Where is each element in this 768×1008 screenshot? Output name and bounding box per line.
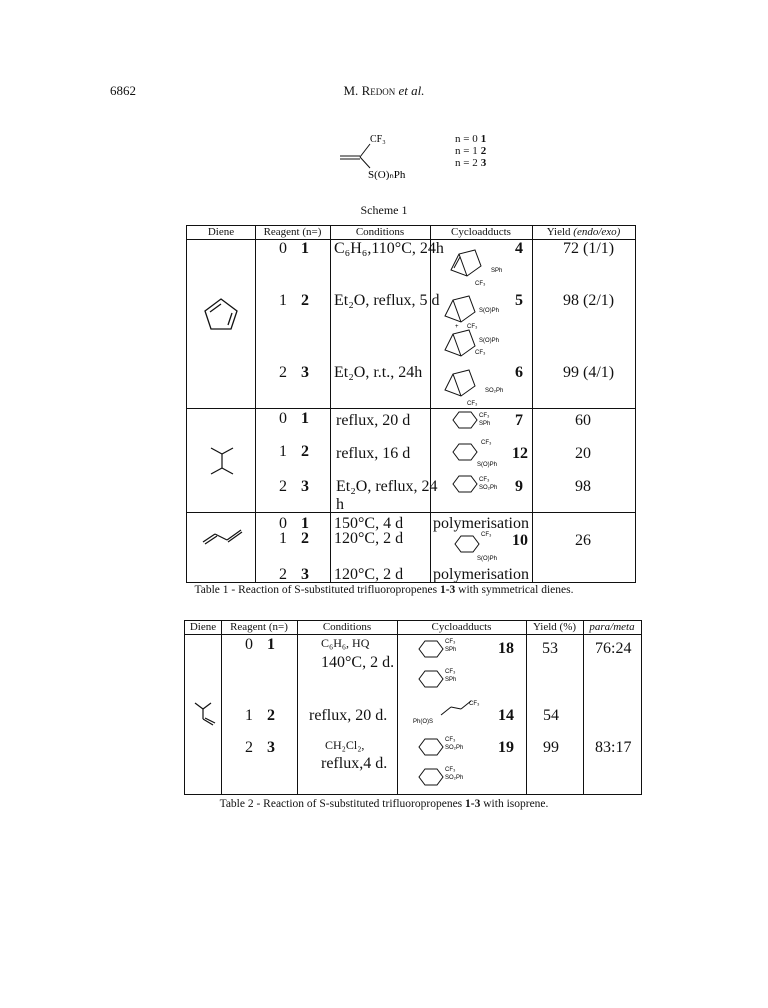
t2-row-3-yield: 99 (543, 739, 559, 756)
t2-row-2-n: 1 (245, 707, 253, 724)
t1-row-2-adduct-no: 5 (515, 292, 523, 309)
t1-row-3-cond: Et₂O, r.t., 24h (334, 364, 423, 381)
t1-row-4-yield: 60 (575, 412, 591, 429)
svg-text:SPh: SPh (479, 421, 491, 427)
table-2-caption: Table 2 - Reaction of S-substituted trifluoropropenes 1-3 with isoprene. (219, 798, 549, 810)
t1-row-8-yield: 26 (575, 532, 591, 549)
scheme-n-row: n = 2 3 (455, 157, 487, 169)
svg-text:CF₃: CF₃ (475, 350, 486, 356)
t1-row-6-n: 2 (279, 478, 287, 495)
t1-row-4-cond: reflux, 20 d (336, 412, 411, 429)
scheme-cf3-label: CF₃ (370, 134, 386, 145)
t1-row-8-adduct-no: 10 (512, 532, 528, 549)
svg-text:CF₃: CF₃ (479, 413, 490, 419)
t1-row-5-yield: 20 (575, 445, 591, 462)
table-1-caption: Table 1 - Reaction of S-substituted trifluoropropenes 1-3 with symmetrical dienes. (194, 584, 574, 596)
dimethylbutadiene-structure (207, 444, 237, 478)
svg-text:CF₃: CF₃ (481, 440, 492, 446)
t1-row-7-cond: 150°C, 4 d (334, 515, 404, 532)
isoprene-adducts-sph-structure (417, 635, 477, 693)
cyclohexene-so2ph-structure (449, 472, 509, 498)
t2-row-1-cpd: 1 (267, 636, 275, 653)
t1-row-2-cpd: 2 (301, 292, 309, 309)
t1-row-6-cpd: 3 (301, 478, 309, 495)
scheme-n-table (455, 133, 486, 169)
svg-text:SPh: SPh (491, 268, 503, 274)
t1-row-1-cpd: 1 (301, 240, 309, 257)
t2-row-3-n: 2 (245, 739, 253, 756)
t1-row-9-cpd: 3 (301, 566, 309, 583)
isoprene-adducts-so2ph-structure (417, 733, 477, 791)
t1-row-5-n: 1 (279, 443, 287, 460)
t1-row-2-cond: Et₂O, reflux, 5 d (334, 292, 440, 309)
t2-row-1-yield: 53 (542, 640, 558, 657)
t1-row-9-n: 2 (279, 566, 287, 583)
page-number: 6862 (110, 83, 136, 98)
t2-row-2-yield: 54 (543, 707, 559, 724)
norbornene-so2ph-structure (439, 360, 519, 406)
t1-row-3-adduct-no: 6 (515, 364, 523, 381)
scheme-label: Scheme 1 (360, 203, 408, 217)
cyclohexene-soph-structure (449, 436, 519, 468)
svg-text:SO₂Ph: SO₂Ph (485, 388, 504, 394)
cyclohexene-soph-butadiene-structure (453, 526, 513, 564)
svg-text:S(O)Ph: S(O)Ph (479, 338, 500, 344)
t1-row-1-n: 0 (279, 240, 287, 257)
svg-text:S(O)Ph: S(O)Ph (479, 308, 500, 314)
svg-text:CF₃: CF₃ (475, 281, 486, 286)
t2-row-3-cpd: 3 (267, 739, 275, 756)
t2-row-2-cond: reflux, 20 d. (309, 707, 388, 724)
table-1 (186, 225, 636, 583)
scheme-n-row: n = 1 2 (455, 145, 487, 157)
svg-text:SPh: SPh (445, 647, 457, 653)
t1-row-6-adduct-no: 9 (515, 478, 523, 495)
author-initial: M. (343, 83, 359, 98)
scheme-n-row: n = 0 1 (455, 133, 487, 145)
butadiene-structure (201, 526, 245, 546)
svg-text:CF₃: CF₃ (445, 737, 456, 743)
t1-row-6-cond-cont: h (336, 496, 344, 513)
t1-row-7-n: 0 (279, 515, 287, 532)
svg-text:CF₃: CF₃ (469, 701, 480, 707)
t1-row-2-n: 1 (279, 292, 287, 309)
t1-header-cycloadducts: Cycloadducts (451, 226, 511, 238)
isoprene-structure (191, 699, 217, 727)
t2-row-2-adduct-no: 14 (498, 707, 514, 724)
svg-text:CF₃: CF₃ (467, 324, 478, 330)
running-head (0, 83, 768, 99)
norbornene-soph-structures (439, 290, 519, 360)
t1-header-yield: Yield (endo/exo) (546, 226, 621, 238)
et-al: et al. (398, 83, 425, 98)
t1-row-1-yield: 72 (1/1) (563, 240, 615, 257)
t1-header-reagent: Reagent (n=) (263, 226, 322, 238)
svg-text:+: + (455, 324, 459, 330)
t1-row-8-n: 1 (279, 530, 287, 547)
t1-row-1-cond: C₆H₆,110°C, 24h (334, 240, 444, 257)
t1-row-4-adduct-no: 7 (515, 412, 523, 429)
t2-header-diene: Diene (189, 621, 217, 633)
svg-text:CF₃: CF₃ (479, 477, 490, 483)
t2-header-yield: Yield (%) (532, 621, 577, 633)
t2-row-1-adduct-no: 18 (498, 640, 514, 657)
svg-text:CF₃: CF₃ (467, 401, 478, 406)
t1-row-4-cpd: 1 (301, 410, 309, 427)
t1-row-3-yield: 99 (4/1) (563, 364, 615, 381)
t1-row-2-yield: 98 (2/1) (563, 292, 615, 309)
t1-row-9-adduct: polymerisation (433, 566, 529, 583)
t2-row-3-cond-cont: reflux,4 d. (321, 755, 388, 772)
t2-row-1-n: 0 (245, 636, 253, 653)
t1-row-5-adduct-no: 12 (512, 445, 528, 462)
t1-row-3-n: 2 (279, 364, 287, 381)
svg-text:CF₃: CF₃ (445, 669, 456, 675)
svg-text:SO₂Ph: SO₂Ph (445, 775, 464, 781)
t1-row-6-cond: Et₂O, reflux, 24 (336, 478, 438, 495)
svg-text:CF₃: CF₃ (445, 639, 456, 645)
t1-row-9-cond: 120°C, 2 d (334, 566, 404, 583)
t2-header-conditions: Conditions (322, 621, 372, 633)
svg-text:S(O)Ph: S(O)Ph (477, 462, 498, 468)
norbornene-sph-structure (445, 240, 515, 286)
t1-row-6-yield: 98 (575, 478, 591, 495)
t2-row-3-adduct-no: 19 (498, 739, 514, 756)
t1-row-7-adduct: polymerisation (433, 515, 529, 532)
t2-row-3-ratio: 83:17 (595, 739, 632, 756)
t2-row-1-ratio: 76:24 (595, 640, 632, 657)
t2-row-1-cond-cont: 140°C, 2 d. (321, 654, 395, 671)
t1-header-diene: Diene (207, 226, 235, 238)
svg-text:CF₃: CF₃ (445, 767, 456, 773)
author-name: Redon (361, 83, 396, 98)
cyclohexene-sph-structure (449, 408, 509, 432)
t2-header-cycloadducts: Cycloadducts (431, 621, 492, 633)
t1-row-8-cond: 120°C, 2 d (334, 530, 404, 547)
svg-text:S(O)Ph: S(O)Ph (477, 556, 498, 562)
t1-row-5-cpd: 2 (301, 443, 309, 460)
t1-row-5-cond: reflux, 16 d (336, 445, 411, 462)
acyclic-adduct-structure (411, 695, 491, 725)
table-2 (184, 620, 642, 795)
svg-text:Ph(O)S: Ph(O)S (413, 719, 434, 725)
svg-text:SPh: SPh (445, 677, 457, 683)
t2-row-1-cond: C₆H₆, HQ (321, 636, 370, 650)
t1-row-1-adduct-no: 4 (515, 240, 523, 257)
t1-row-8-cpd: 2 (301, 530, 309, 547)
t1-row-4-n: 0 (279, 410, 287, 427)
svg-text:SO₂Ph: SO₂Ph (479, 485, 498, 491)
t2-row-3-cond: CH₂Cl₂, (325, 738, 365, 752)
t2-header-ratio: para/meta (589, 621, 635, 633)
svg-text:CF₃: CF₃ (481, 532, 492, 538)
scheme-sonph-label: S(O)ₙPh (368, 169, 406, 180)
cyclopentadiene-structure (201, 296, 241, 332)
scheme-structure (330, 128, 440, 180)
t2-row-2-cpd: 2 (267, 707, 275, 724)
svg-text:SO₂Ph: SO₂Ph (445, 745, 464, 751)
t1-header-conditions: Conditions (355, 226, 405, 238)
t1-row-7-cpd: 1 (301, 515, 309, 532)
t2-header-reagent: Reagent (n=) (230, 621, 288, 633)
t1-row-3-cpd: 3 (301, 364, 309, 381)
